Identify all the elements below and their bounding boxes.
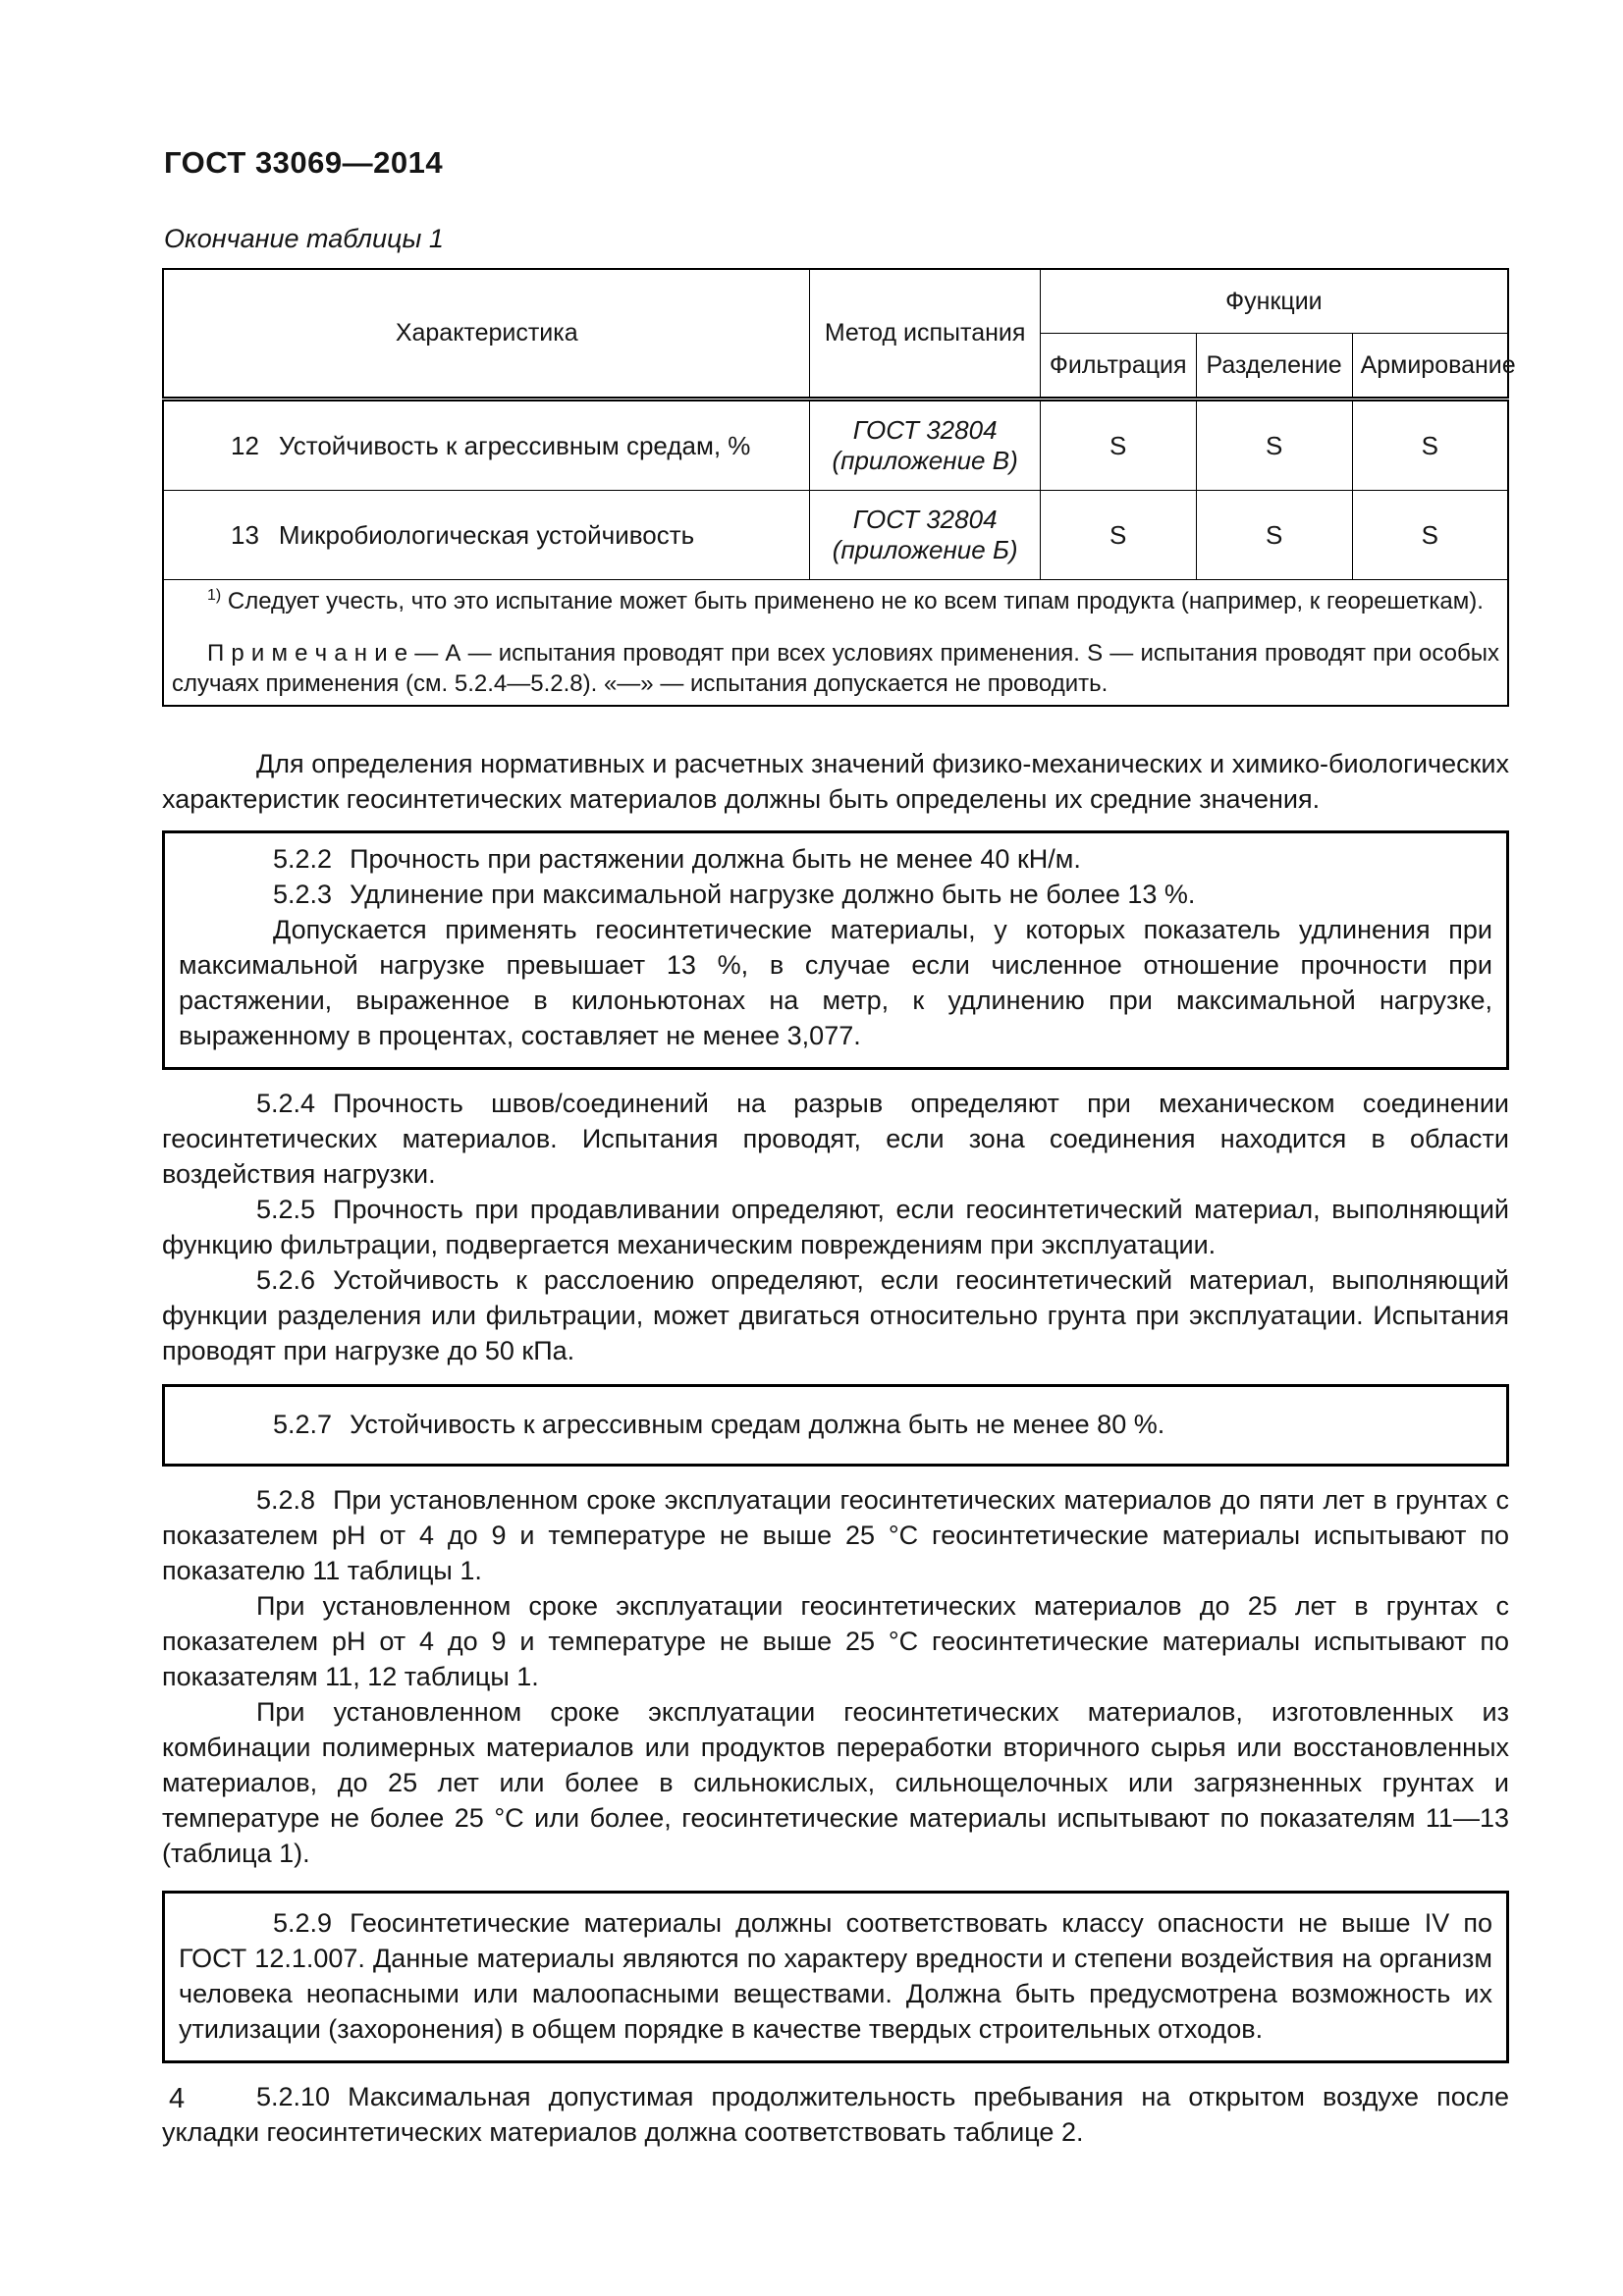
clause-number: 5.2.2 xyxy=(273,844,333,874)
header-reinforcement: Армирование xyxy=(1352,334,1508,400)
row13-label: Микробиологическая устойчивость xyxy=(278,519,695,550)
table-footnote-cell xyxy=(163,580,1508,707)
clause-text: Удлинение при максимальной нагрузке должно быть не более 13 %. xyxy=(350,880,1196,909)
characteristics-table xyxy=(162,268,1516,707)
row12-number: 12 xyxy=(231,430,259,460)
paragraph-5-2-10 xyxy=(162,2079,1509,2150)
header-separation: Разделение xyxy=(1196,334,1352,400)
table-header-row-1 xyxy=(163,269,1508,334)
clause-number: 5.2.5 xyxy=(256,1195,316,1224)
clause-number: 5.2.4 xyxy=(256,1089,316,1118)
header-characteristic: Характеристика xyxy=(163,269,810,400)
row13-reinforcement-value: S xyxy=(1352,491,1508,580)
paragraph-group-524-526 xyxy=(162,1086,1509,1368)
clause-number: 5.2.6 xyxy=(256,1265,316,1295)
clause-number: 5.2.7 xyxy=(273,1410,333,1439)
paragraph-5-2-6 xyxy=(162,1262,1509,1368)
clause-text: Максимальная допустимая продолжительность пребывания на открытом воздухе после укладки геосинтетических материалов должна соответствовать таблице 2. xyxy=(162,2082,1509,2147)
paragraph-5-2-5 xyxy=(162,1192,1509,1262)
paragraph-5-2-2 xyxy=(179,841,1492,877)
requirement-box-aggressive-media xyxy=(162,1384,1509,1467)
table-footnote xyxy=(172,586,1499,616)
table-row-12 xyxy=(163,400,1508,491)
clause-text: Прочность при растяжении должна быть не менее 40 кН/м. xyxy=(350,844,1081,874)
row13-separation-value: S xyxy=(1196,491,1352,580)
row13-method-annex: (приложение Б) xyxy=(832,535,1018,564)
table-caption: Окончание таблицы 1 xyxy=(164,224,444,253)
clause-number: 5.2.8 xyxy=(256,1485,316,1515)
clause-text: При установленном сроке эксплуатации геосинтетических материалов до пяти лет в грунтах с показателем рН от 4 до 9 и температуре не выше 25 °С геосинтетические материалы испытывают по показателю 11 таблицы 1. xyxy=(162,1485,1509,1585)
paragraph-5-2-4 xyxy=(162,1086,1509,1192)
row12-label: Устойчивость к агрессивным средам, % xyxy=(278,430,751,460)
row12-method xyxy=(810,400,1040,491)
header-filtration: Фильтрация xyxy=(1040,334,1196,400)
requirement-box-hazard-class xyxy=(162,1891,1509,2063)
page-content xyxy=(162,145,1516,2150)
paragraph-5-2-8-a xyxy=(162,1482,1509,1588)
row13-number: 13 xyxy=(231,519,259,550)
clause-text: Устойчивость к расслоению определяют, если геосинтетический материал, выполняющий функции разделения или фильтрации, может двигаться относительно грунта при эксплуатации. Испытания проводят при нагрузке до 50 кПа. xyxy=(162,1265,1509,1365)
header-method: Метод испытания xyxy=(810,269,1040,400)
row12-method-annex: (приложение В) xyxy=(832,446,1018,475)
paragraph-5-2-9 xyxy=(179,1905,1492,2047)
table-footnote-row xyxy=(163,580,1508,707)
paragraph-intro: Для определения нормативных и расчетных значений физико-механических и химико-биологических характеристик геосинтетических материалов должны быть определены их средние значения. xyxy=(162,749,1509,814)
footnote-marker: 1) xyxy=(207,587,222,604)
row13-method-standard: ГОСТ 32804 xyxy=(852,505,998,534)
paragraph-5-2-8-c: При установленном сроке эксплуатации геосинтетических материалов, изготовленных из комбинации полимерных материалов или продуктов переработки вторичного сырья или восстановленных материалов, до 25 лет или более в сильнокислых, сильнощелочных или загрязненных грунтах и температуре не более 25 °С или более, геосинтетические материалы испытывают по показателям 11—13 (таблица 1). xyxy=(162,1697,1509,1868)
page-number: 4 xyxy=(169,2083,186,2114)
paragraph-5-2-3-continuation: Допускается применять геосинтетические материалы, у которых показатель удлинения при максимальной нагрузке превышает 13 %, в случае если численное отношение прочности при растяжении, выраженное в килоньютонах на метр, к удлинению при максимальной нагрузке, выраженному в процентах, составляет не менее 3,077. xyxy=(179,915,1492,1050)
row12-reinforcement-value: S xyxy=(1352,400,1508,491)
standard-code-heading: ГОСТ 33069—2014 xyxy=(164,145,444,180)
row13-filtration-value: S xyxy=(1040,491,1196,580)
paragraph-5-2-8-b: При установленном сроке эксплуатации геосинтетических материалов до 25 лет в грунтах с показателем рН от 4 до 9 и температуре не выше 25 °С геосинтетические материалы испытывают по показателям 11, 12 таблицы 1. xyxy=(162,1591,1509,1691)
clause-number: 5.2.9 xyxy=(273,1908,333,1938)
clause-number: 5.2.3 xyxy=(273,880,333,909)
table-note: П р и м е ч а н и е — А — испытания проводят при всех условиях применения. S — испытания проводят при особых случаях применения (см. 5.2.4—5.2.8). «—» — испытания допускается не проводить. xyxy=(172,640,1499,697)
clause-text: Прочность при продавливании определяют, если геосинтетический материал, выполняющий функцию фильтрации, подвергается механическим повреждениям при эксплуатации. xyxy=(162,1195,1509,1259)
clause-text: Геосинтетические материалы должны соответствовать классу опасности не выше IV по ГОСТ 12.1.007. Данные материалы являются по характеру вредности и степени воздействия на организм человека неопасными или малоопасными веществами. Должна быть предусмотрена возможность их утилизации (захоронения) в общем порядке в качестве твердых строительных отходов. xyxy=(179,1908,1492,2044)
row12-separation-value: S xyxy=(1196,400,1352,491)
row12-method-standard: ГОСТ 32804 xyxy=(852,415,998,445)
paragraph-5-2-7 xyxy=(179,1407,1492,1442)
requirement-box-strength xyxy=(162,830,1509,1070)
footnote-text: Следует учесть, что это испытание может быть применено не ко всем типам продукта (например, к георешеткам). xyxy=(221,588,1484,614)
paragraph-5-2-3 xyxy=(179,877,1492,912)
table-row-13 xyxy=(163,491,1508,580)
row13-characteristic xyxy=(163,491,810,580)
clause-text: Устойчивость к агрессивным средам должна быть не менее 80 %. xyxy=(350,1410,1165,1439)
header-functions: Функции xyxy=(1040,269,1508,334)
row13-method xyxy=(810,491,1040,580)
clause-text: Прочность швов/соединений на разрыв определяют при механическом соединении геосинтетических материалов. Испытания проводят, если зона соединения находится в области воздействия нагрузки. xyxy=(162,1089,1509,1189)
row12-characteristic xyxy=(163,400,810,491)
clause-number: 5.2.10 xyxy=(256,2082,331,2111)
paragraph-group-528 xyxy=(162,1482,1509,1871)
row12-filtration-value: S xyxy=(1040,400,1196,491)
